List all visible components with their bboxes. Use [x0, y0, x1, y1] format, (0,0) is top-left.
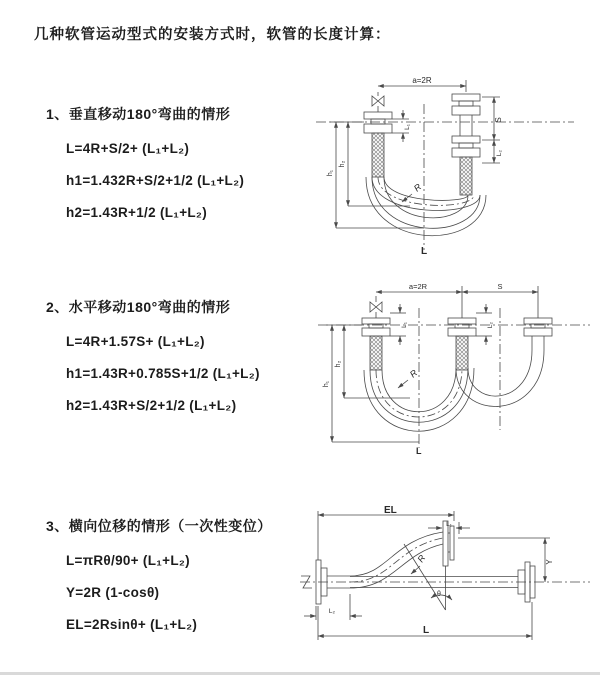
label-s: S	[494, 117, 503, 123]
section-3-formula-L: L=πRθ/90+ (L₁+L₂)	[66, 553, 190, 568]
diagram-vertical-180-bend	[306, 70, 584, 258]
centerlines	[318, 308, 590, 448]
label-h2: h₂	[335, 360, 342, 368]
middle-pipe-flange	[448, 318, 476, 370]
right-pipe-flange	[524, 318, 552, 350]
label-l1: L₁	[446, 521, 452, 528]
left-pipe-flange	[362, 318, 390, 370]
label-r: R	[415, 553, 428, 565]
centerline	[300, 576, 590, 588]
section-3-formula-EL: EL=2Rsinθ+ (L₁+L₂)	[66, 617, 198, 632]
section-1-formula-h1: h1=1.432R+S/2+1/2 (L₁+L₂)	[66, 173, 245, 188]
label-l1: L₁	[401, 322, 408, 328]
section-1	[46, 104, 244, 220]
label-l: L	[416, 446, 422, 456]
braided-hose-section	[460, 157, 472, 195]
hose-u-curves	[364, 350, 544, 431]
section-1-heading: 1、垂直移动180°弯曲的情形	[46, 106, 231, 122]
label-h1: h₁	[327, 169, 334, 177]
label-h1: h₁	[323, 380, 330, 388]
angle-construction	[404, 544, 452, 610]
label-l2: L₂	[487, 321, 494, 329]
braided-hose-section	[370, 336, 382, 370]
section-2	[46, 297, 260, 413]
right-pipe-flange-upper	[452, 94, 480, 136]
label-el: EL	[384, 506, 397, 516]
dimension-l2	[304, 594, 362, 620]
section-3	[46, 516, 272, 632]
displaced-hose-curve	[350, 532, 443, 588]
label-l: L	[423, 625, 430, 636]
right-pipe-flange-lower	[452, 136, 480, 195]
label-l2: L₂	[496, 149, 503, 157]
section-1-formula-L: L=4R+S/2+ (L₁+L₂)	[66, 141, 190, 156]
section-1-formula-h2: h2=1.43R+1/2 (L₁+L₂)	[66, 205, 208, 220]
braided-hose-section	[456, 336, 468, 370]
dimension-el	[318, 511, 454, 560]
radius-leader	[398, 380, 408, 388]
section-2-formula-h2: h2=1.43R+S/2+1/2 (L₁+L₂)	[66, 398, 237, 413]
page-title: 几种软管运动型式的安装方式时，软管的长度计算：	[34, 27, 391, 43]
diagram-lateral-displacement	[296, 506, 596, 650]
section-3-formula-Y: Y=2R (1-cosθ)	[66, 585, 160, 600]
label-l2: L₂	[328, 608, 336, 615]
radius-leader	[411, 566, 420, 574]
section-2-heading: 2、水平移动180°弯曲的情形	[46, 299, 231, 315]
label-y: Y	[545, 559, 554, 565]
valve-icon	[372, 92, 384, 112]
label-theta: θ	[437, 591, 441, 598]
label-r: R	[411, 181, 424, 194]
braided-hose-section	[372, 133, 384, 177]
label-a2r: a=2R	[412, 76, 432, 85]
diagram-horizontal-180-bend	[310, 280, 598, 458]
label-l1: L₁	[404, 124, 411, 130]
section-2-formula-L: L=4R+1.57S+ (L₁+L₂)	[66, 334, 205, 349]
label-r: R	[407, 367, 420, 380]
label-a2r: a=2R	[408, 282, 428, 291]
section-3-heading: 3、横向位移的情形（一次性变位）	[46, 518, 272, 534]
dimension-y	[458, 538, 550, 582]
label-l: L	[421, 246, 428, 257]
label-h2: h₂	[339, 160, 346, 168]
valve-icon	[370, 296, 382, 318]
label-s: S	[497, 282, 503, 291]
section-2-formula-h1: h1=1.43R+0.785S+1/2 (L₁+L₂)	[66, 366, 260, 381]
